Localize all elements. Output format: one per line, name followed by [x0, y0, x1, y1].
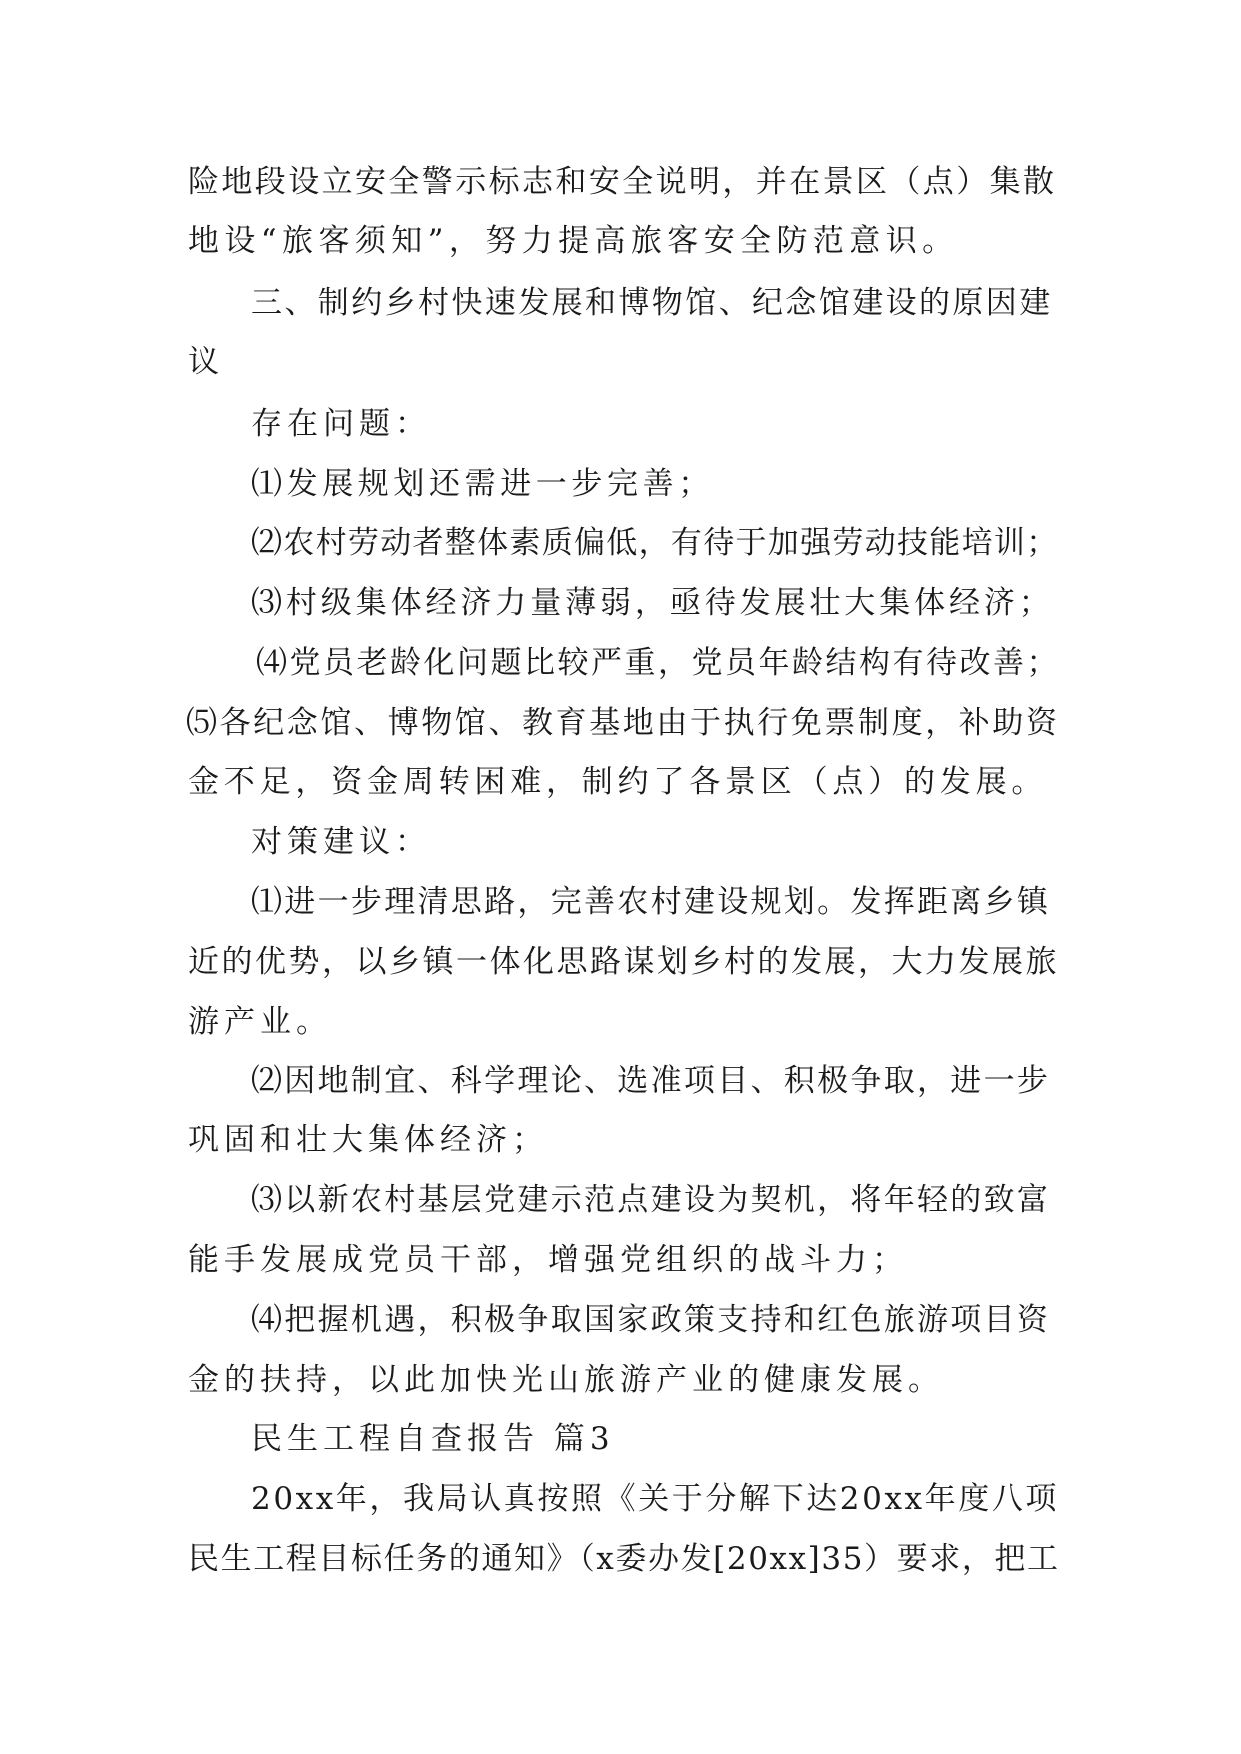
text-line: 能手发展成党员干部，增强党组织的战斗力； — [188, 1242, 908, 1278]
list-item: ⑴进一步理清思路，完善农村建设规划。发挥距离乡镇 — [251, 884, 1051, 920]
text-line: 近的优势，以乡镇一体化思路谋划乡村的发展，大力发展旅 — [188, 944, 1059, 980]
text-line: 金的扶持，以此加快光山旅游产业的健康发展。 — [188, 1362, 944, 1398]
text-line: 民生工程目标任务的通知》（x委办发[20xx]35）要求，把工 — [188, 1541, 1060, 1577]
list-item: ⑸各纪念馆、博物馆、教育基地由于执行免票制度，补助资 — [186, 705, 1060, 741]
list-item: ⑶以新农村基层党建示范点建设为契机，将年轻的致富 — [251, 1182, 1051, 1218]
list-item: ⑷党员老龄化问题比较严重，党员年龄结构有待改善； — [256, 645, 1060, 681]
section-title: 民生工程自查报告 篇3 — [251, 1421, 615, 1457]
text-line: 险地段设立安全警示标志和安全说明，并在景区（点）集散 — [188, 164, 1057, 200]
text-line: 巩固和壮大集体经济； — [188, 1122, 548, 1158]
subheading-suggestions: 对策建议： — [251, 824, 431, 860]
list-item: ⑴发展规划还需进一步完善； — [251, 466, 714, 502]
list-item: ⑷把握机遇，积极争取国家政策支持和红色旅游项目资 — [251, 1302, 1051, 1338]
text-line: 20xx年，我局认真按照《关于分解下达20xx年度八项 — [251, 1481, 1060, 1517]
text-line: 游产业。 — [188, 1004, 332, 1040]
subheading-problems: 存在问题： — [251, 406, 431, 442]
text-line: 金不足，资金周转困难，制约了各景区（点）的发展。 — [188, 764, 1048, 800]
section-heading-continued: 议 — [188, 344, 224, 380]
section-heading: 三、制约乡村快速发展和博物馆、纪念馆建设的原因建 — [251, 285, 1053, 321]
text-line: 地设“旅客须知”，努力提高旅客安全防范意识。 — [188, 223, 959, 259]
list-item: ⑵农村劳动者整体素质偏低，有待于加强劳动技能培训； — [251, 525, 1059, 561]
list-item: ⑵因地制宜、科学理论、选准项目、积极争取，进一步 — [251, 1063, 1051, 1099]
list-item: ⑶村级集体经济力量薄弱，亟待发展壮大集体经济； — [251, 585, 1054, 621]
